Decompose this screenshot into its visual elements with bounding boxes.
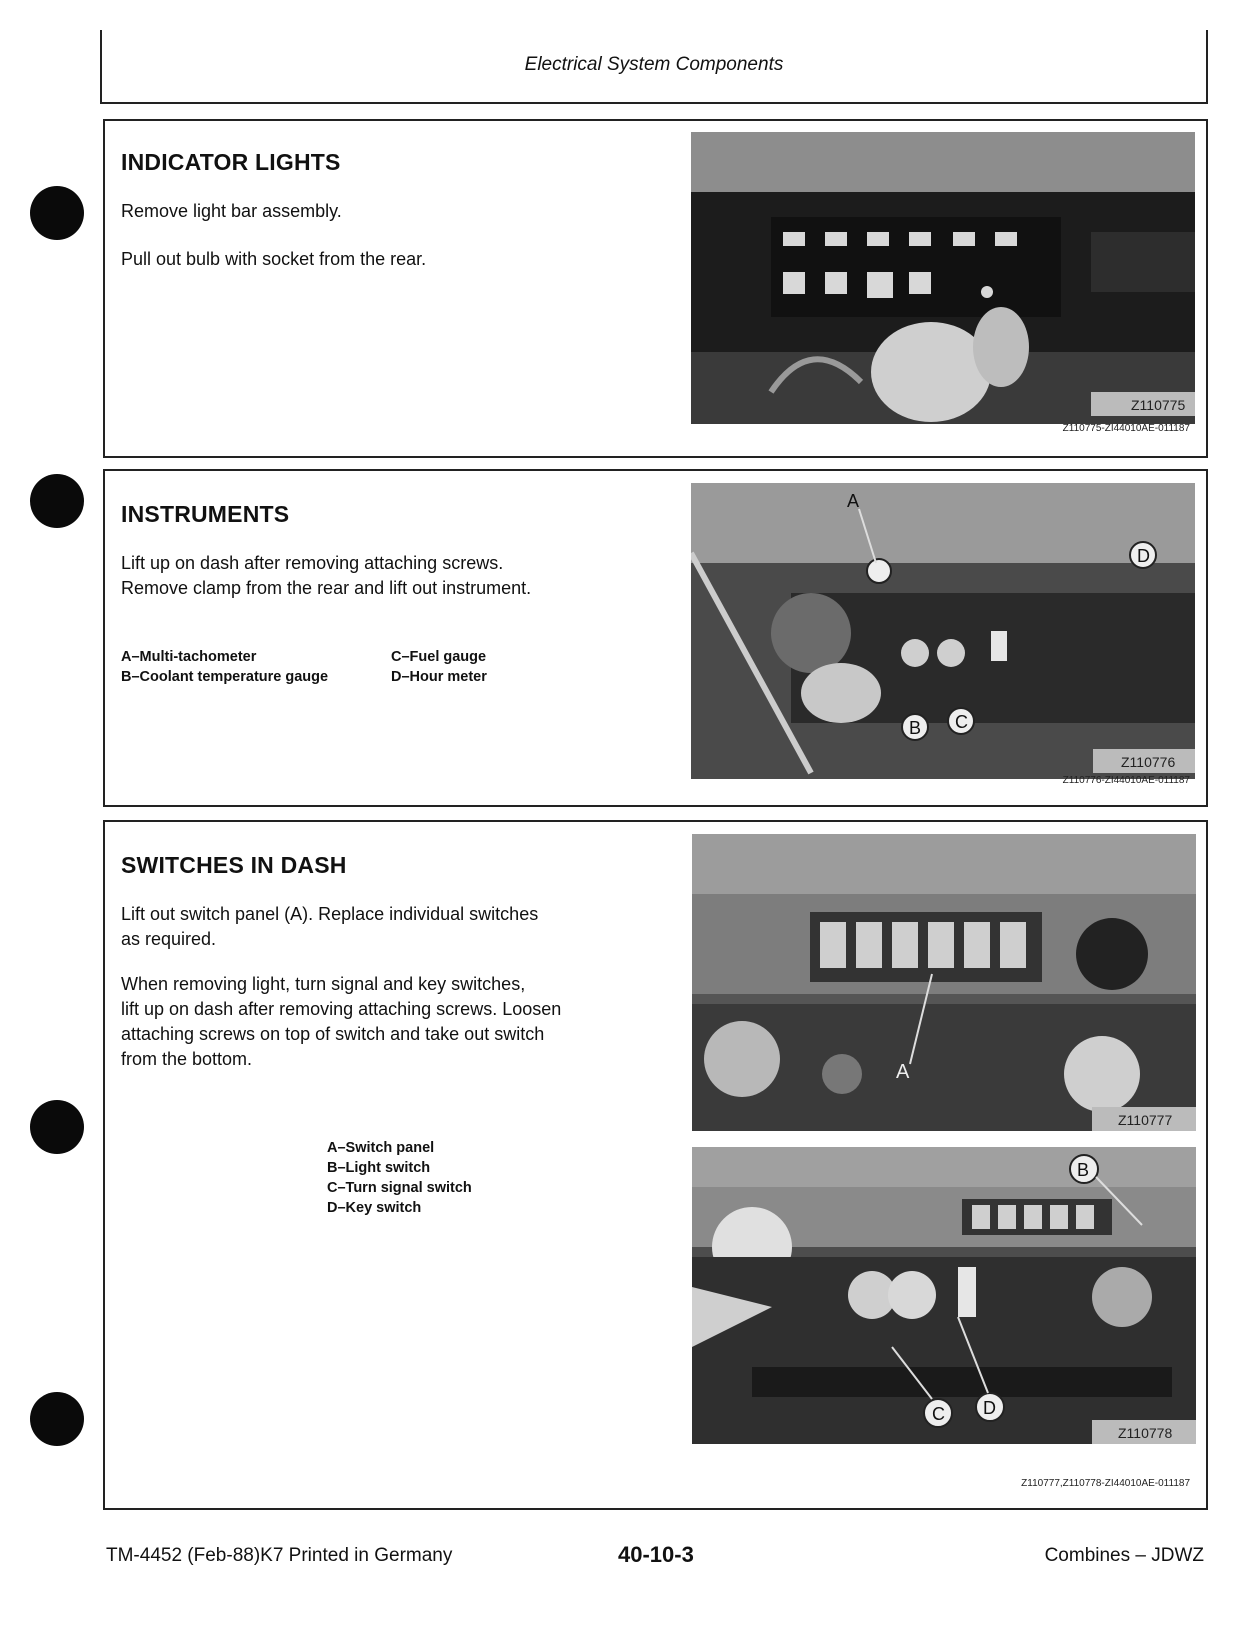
paragraph: When removing light, turn signal and key switches, lift up on dash after removing attaching screws. Loosen attaching screws on top of switch and take out switch from the bottom. <box>121 974 562 1069</box>
callout-label: C <box>955 712 968 732</box>
legend-item: C–Turn signal switch <box>327 1180 472 1196</box>
figure-caption: Z110777,Z110778-ZI44010AE-011187 <box>1021 1478 1190 1489</box>
paragraph: Lift up on dash after removing attaching screws. Remove clamp from the rear and lift out instrument. <box>121 553 532 598</box>
paragraph: Remove light bar assembly. <box>121 201 342 221</box>
photo-stamp: Z110775 <box>1131 397 1186 413</box>
legend-item: B–Coolant temperature gauge <box>121 669 329 685</box>
legend-item: A–Multi-tachometer <box>121 649 257 665</box>
section-switches-in-dash <box>103 820 1208 1510</box>
photo-instruments <box>691 483 1195 779</box>
paragraph: Lift out switch panel (A). Replace individual switches as required. <box>121 904 539 949</box>
photo-indicator-lights <box>691 132 1195 424</box>
binder-hole <box>30 474 84 528</box>
photo-stamp: Z110778 <box>1118 1425 1173 1441</box>
legend-item: D–Hour meter <box>391 669 487 685</box>
section-instruments <box>103 469 1208 807</box>
photo-switch-panel <box>692 834 1196 1131</box>
legend-item: A–Switch panel <box>327 1140 435 1156</box>
section-title: INDICATOR LIGHTS <box>121 149 341 175</box>
photo-stamp: Z110776 <box>1121 754 1176 770</box>
section-title: INSTRUMENTS <box>121 501 290 527</box>
callout-label: D <box>983 1398 996 1418</box>
figure-caption: Z110775-ZI44010AE-011187 <box>1062 423 1190 434</box>
page-title: Electrical System Components <box>524 54 784 75</box>
callout-label: C <box>932 1404 945 1424</box>
legend <box>327 1138 472 1218</box>
binder-hole <box>30 186 84 240</box>
legend-item: C–Fuel gauge <box>391 649 487 665</box>
legend-item: D–Key switch <box>327 1200 422 1216</box>
photo-dash-switches <box>692 1147 1196 1444</box>
paragraph: Pull out bulb with socket from the rear. <box>121 249 427 269</box>
figure-caption: Z110776-ZI44010AE-011187 <box>1062 775 1190 786</box>
photo-stamp: Z110777 <box>1118 1112 1173 1128</box>
legend-right <box>391 647 487 687</box>
footer-left: TM-4452 (Feb-88)K7 Printed in Germany <box>106 1545 453 1566</box>
callout-label: A <box>896 1061 910 1083</box>
binder-hole <box>30 1392 84 1446</box>
section-indicator-lights <box>103 119 1208 458</box>
page-header <box>100 30 1208 104</box>
footer-right: Combines – JDWZ <box>1044 1545 1204 1566</box>
callout-label: A <box>847 491 860 511</box>
callout-label: B <box>1077 1160 1090 1180</box>
page-number: 40-10-3 <box>618 1542 694 1567</box>
legend-left <box>121 647 328 687</box>
callout-label: D <box>1137 546 1150 566</box>
callout-label: B <box>909 718 922 738</box>
binder-hole <box>30 1100 84 1154</box>
section-title: SWITCHES IN DASH <box>121 852 347 878</box>
legend-item: B–Light switch <box>327 1160 431 1176</box>
